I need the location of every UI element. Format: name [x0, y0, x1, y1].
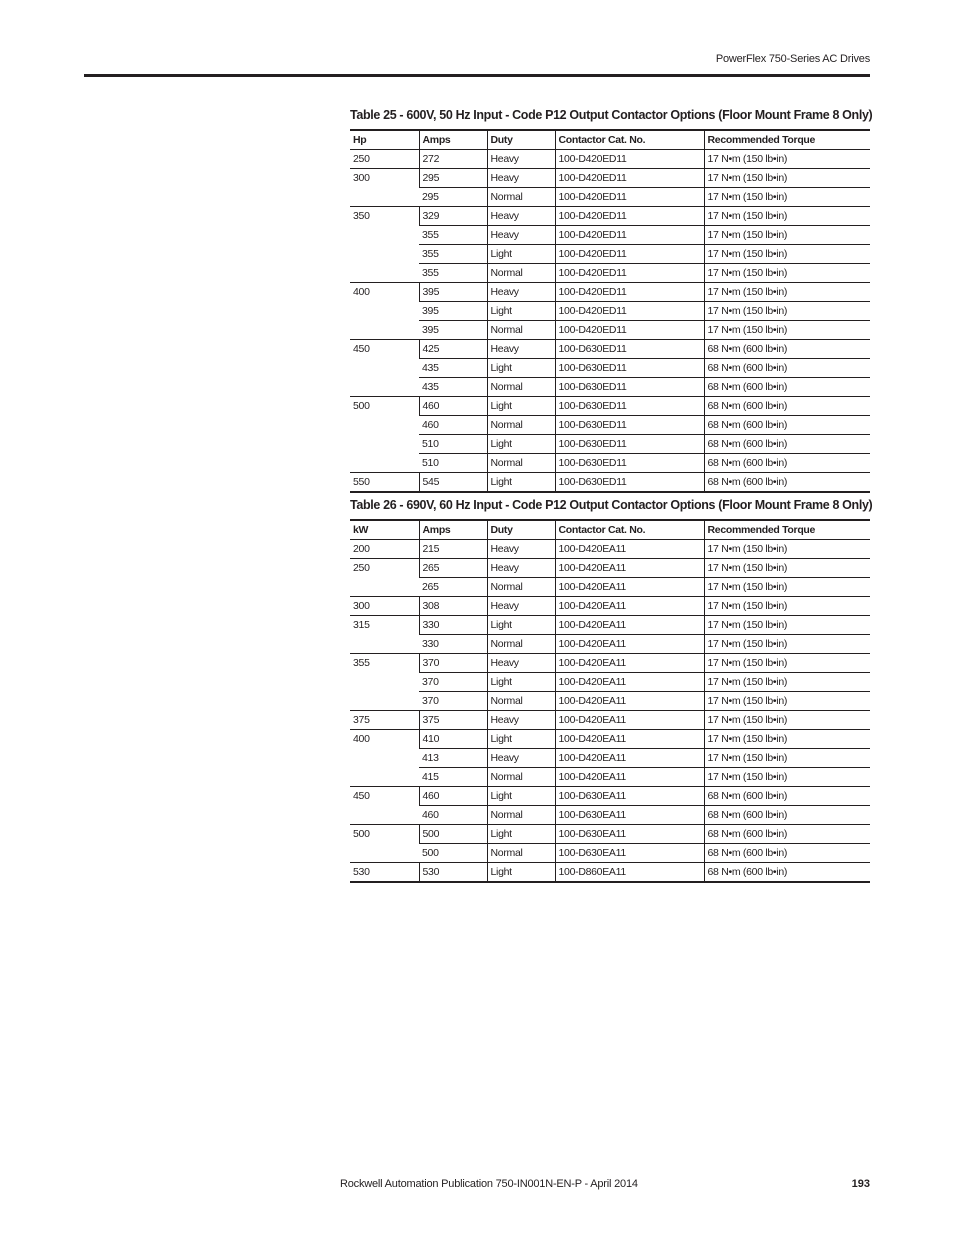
amps-cell: 308 — [419, 597, 487, 616]
catalog-number-cell: 100-D860EA11 — [555, 863, 704, 883]
amps-cell: 395 — [422, 324, 439, 336]
amps-cell: 370 — [422, 695, 439, 707]
table-26 — [350, 519, 870, 883]
amps-cell: 395 — [419, 283, 487, 302]
rating-cell: 400 — [353, 286, 370, 298]
torque-cell: 68 N•m (600 lb•in) — [704, 473, 870, 493]
torque-cell: 17 N•m (150 lb•in) — [704, 559, 870, 578]
amps-cell: 500 — [422, 847, 439, 859]
table-row — [350, 559, 870, 578]
table-row — [350, 540, 870, 559]
catalog-number-cell: 100-D420ED11 — [555, 226, 704, 245]
duty-cell: Light — [487, 616, 555, 635]
duty-cell: Heavy — [487, 540, 555, 559]
table-row — [350, 302, 870, 321]
torque-cell: 17 N•m (150 lb•in) — [704, 654, 870, 673]
torque-cell: 68 N•m (600 lb•in) — [704, 378, 870, 397]
table-row — [350, 378, 870, 397]
catalog-number-cell: 100-D630EA11 — [555, 787, 704, 806]
column-header: Amps — [419, 520, 487, 540]
amps-cell: 329 — [419, 207, 487, 226]
duty-cell: Heavy — [487, 749, 555, 768]
publication-footer: Rockwell Automation Publication 750-IN001N-EN-P - April 2014 — [340, 1178, 638, 1190]
duty-cell: Heavy — [487, 169, 555, 188]
amps-cell: 413 — [422, 752, 439, 764]
amps-cell: 460 — [422, 809, 439, 821]
table-header-row — [350, 130, 870, 150]
amps-cell: 330 — [419, 616, 487, 635]
duty-cell: Light — [487, 435, 555, 454]
duty-cell: Normal — [487, 578, 555, 597]
amps-cell: 265 — [422, 581, 439, 593]
duty-cell: Heavy — [487, 340, 555, 359]
amps-cell: 410 — [419, 730, 487, 749]
duty-cell: Light — [487, 787, 555, 806]
amps-cell: 545 — [419, 473, 487, 493]
torque-cell: 17 N•m (150 lb•in) — [704, 302, 870, 321]
catalog-number-cell: 100-D420ED11 — [555, 264, 704, 283]
rating-cell: 250 — [353, 562, 370, 574]
table-row — [350, 245, 870, 264]
torque-cell: 17 N•m (150 lb•in) — [704, 169, 870, 188]
catalog-number-cell: 100-D420ED11 — [555, 150, 704, 169]
table-row — [350, 597, 870, 616]
torque-cell: 17 N•m (150 lb•in) — [704, 283, 870, 302]
rating-cell: 550 — [353, 476, 370, 488]
amps-cell: 530 — [419, 863, 487, 883]
rating-cell: 300 — [353, 600, 370, 612]
torque-cell: 17 N•m (150 lb•in) — [704, 616, 870, 635]
header-rule — [84, 74, 870, 77]
table-row — [350, 397, 870, 416]
duty-cell: Normal — [487, 692, 555, 711]
torque-cell: 68 N•m (600 lb•in) — [704, 340, 870, 359]
catalog-number-cell: 100-D420EA11 — [555, 616, 704, 635]
torque-cell: 17 N•m (150 lb•in) — [704, 692, 870, 711]
duty-cell: Heavy — [487, 207, 555, 226]
amps-cell: 272 — [419, 150, 487, 169]
catalog-number-cell: 100-D630ED11 — [555, 359, 704, 378]
duty-cell: Light — [487, 863, 555, 883]
rating-cell: 315 — [353, 619, 370, 631]
catalog-number-cell: 100-D420ED11 — [555, 169, 704, 188]
rating-cell: 350 — [353, 210, 370, 222]
table-row — [350, 692, 870, 711]
duty-cell: Heavy — [487, 597, 555, 616]
amps-cell: 425 — [419, 340, 487, 359]
amps-cell: 460 — [419, 397, 487, 416]
catalog-number-cell: 100-D420EA11 — [555, 597, 704, 616]
duty-cell: Light — [487, 397, 555, 416]
table-row — [350, 673, 870, 692]
torque-cell: 17 N•m (150 lb•in) — [704, 768, 870, 787]
page-number: 193 — [851, 1178, 870, 1190]
amps-cell: 510 — [422, 438, 439, 450]
table-row — [350, 207, 870, 226]
torque-cell: 68 N•m (600 lb•in) — [704, 863, 870, 883]
catalog-number-cell: 100-D420EA11 — [555, 559, 704, 578]
torque-cell: 68 N•m (600 lb•in) — [704, 806, 870, 825]
duty-cell: Light — [487, 825, 555, 844]
column-header: Contactor Cat. No. — [555, 130, 704, 150]
duty-cell: Normal — [487, 635, 555, 654]
amps-cell: 500 — [419, 825, 487, 844]
amps-cell: 295 — [422, 191, 439, 203]
table-row — [350, 188, 870, 207]
rating-cell: 355 — [353, 657, 370, 669]
duty-cell: Normal — [487, 188, 555, 207]
rating-cell: 250 — [353, 153, 370, 165]
torque-cell: 68 N•m (600 lb•in) — [704, 416, 870, 435]
table-row — [350, 169, 870, 188]
table-row — [350, 711, 870, 730]
catalog-number-cell: 100-D630EA11 — [555, 825, 704, 844]
amps-cell: 355 — [422, 229, 439, 241]
catalog-number-cell: 100-D630ED11 — [555, 473, 704, 493]
torque-cell: 17 N•m (150 lb•in) — [704, 749, 870, 768]
catalog-number-cell: 100-D420EA11 — [555, 711, 704, 730]
catalog-number-cell: 100-D420EA11 — [555, 578, 704, 597]
amps-cell: 435 — [422, 362, 439, 374]
duty-cell: Normal — [487, 806, 555, 825]
table-row — [350, 616, 870, 635]
duty-cell: Heavy — [487, 654, 555, 673]
column-header: Amps — [419, 130, 487, 150]
amps-cell: 435 — [422, 381, 439, 393]
torque-cell: 68 N•m (600 lb•in) — [704, 844, 870, 863]
catalog-number-cell: 100-D420EA11 — [555, 635, 704, 654]
amps-cell: 355 — [422, 267, 439, 279]
column-header: Duty — [487, 130, 555, 150]
amps-cell: 460 — [422, 419, 439, 431]
table-row — [350, 635, 870, 654]
rating-cell: 400 — [353, 733, 370, 745]
torque-cell: 17 N•m (150 lb•in) — [704, 730, 870, 749]
catalog-number-cell: 100-D630ED11 — [555, 416, 704, 435]
table-row — [350, 806, 870, 825]
catalog-number-cell: 100-D630ED11 — [555, 397, 704, 416]
column-header: Contactor Cat. No. — [555, 520, 704, 540]
running-header-title: PowerFlex 750-Series AC Drives — [715, 53, 870, 65]
amps-cell: 510 — [422, 457, 439, 469]
catalog-number-cell: 100-D420ED11 — [555, 207, 704, 226]
catalog-number-cell: 100-D630ED11 — [555, 454, 704, 473]
column-header: Recommended Torque — [704, 520, 870, 540]
amps-cell: 295 — [419, 169, 487, 188]
table-row — [350, 264, 870, 283]
column-header: Recommended Torque — [704, 130, 870, 150]
amps-cell: 215 — [419, 540, 487, 559]
torque-cell: 17 N•m (150 lb•in) — [704, 540, 870, 559]
table-25 — [350, 129, 870, 493]
table-row — [350, 283, 870, 302]
catalog-number-cell: 100-D420EA11 — [555, 749, 704, 768]
table-row — [350, 768, 870, 787]
torque-cell: 17 N•m (150 lb•in) — [704, 264, 870, 283]
catalog-number-cell: 100-D420EA11 — [555, 730, 704, 749]
rating-cell: 500 — [353, 828, 370, 840]
duty-cell: Normal — [487, 416, 555, 435]
duty-cell: Heavy — [487, 226, 555, 245]
catalog-number-cell: 100-D630EA11 — [555, 806, 704, 825]
duty-cell: Light — [487, 673, 555, 692]
torque-cell: 17 N•m (150 lb•in) — [704, 578, 870, 597]
amps-cell: 460 — [419, 787, 487, 806]
torque-cell: 68 N•m (600 lb•in) — [704, 359, 870, 378]
torque-cell: 68 N•m (600 lb•in) — [704, 825, 870, 844]
catalog-number-cell: 100-D630ED11 — [555, 378, 704, 397]
torque-cell: 17 N•m (150 lb•in) — [704, 635, 870, 654]
catalog-number-cell: 100-D420EA11 — [555, 540, 704, 559]
amps-cell: 395 — [422, 305, 439, 317]
table-row — [350, 863, 870, 883]
catalog-number-cell: 100-D420ED11 — [555, 245, 704, 264]
duty-cell: Light — [487, 359, 555, 378]
duty-cell: Light — [487, 473, 555, 493]
table-row — [350, 473, 870, 493]
torque-cell: 17 N•m (150 lb•in) — [704, 226, 870, 245]
duty-cell: Normal — [487, 321, 555, 340]
catalog-number-cell: 100-D420EA11 — [555, 654, 704, 673]
column-header: Hp — [353, 134, 367, 146]
column-header: Duty — [487, 520, 555, 540]
catalog-number-cell: 100-D420ED11 — [555, 188, 704, 207]
table-row — [350, 787, 870, 806]
torque-cell: 68 N•m (600 lb•in) — [704, 397, 870, 416]
table-row — [350, 416, 870, 435]
table-row — [350, 454, 870, 473]
table-row — [350, 730, 870, 749]
catalog-number-cell: 100-D630ED11 — [555, 435, 704, 454]
rating-cell: 200 — [353, 543, 370, 555]
amps-cell: 415 — [422, 771, 439, 783]
torque-cell: 17 N•m (150 lb•in) — [704, 711, 870, 730]
rating-cell: 450 — [353, 790, 370, 802]
table-row — [350, 150, 870, 169]
table-row — [350, 654, 870, 673]
torque-cell: 17 N•m (150 lb•in) — [704, 673, 870, 692]
torque-cell: 68 N•m (600 lb•in) — [704, 435, 870, 454]
table-row — [350, 749, 870, 768]
table-row — [350, 825, 870, 844]
amps-cell: 330 — [422, 638, 439, 650]
duty-cell: Normal — [487, 454, 555, 473]
torque-cell: 17 N•m (150 lb•in) — [704, 597, 870, 616]
catalog-number-cell: 100-D420EA11 — [555, 768, 704, 787]
table-26-caption: Table 26 - 690V, 60 Hz Input - Code P12 Output Contactor Options (Floor Mount Frame 8 Only) — [350, 498, 873, 512]
catalog-number-cell: 100-D420ED11 — [555, 302, 704, 321]
catalog-number-cell: 100-D630EA11 — [555, 844, 704, 863]
torque-cell: 17 N•m (150 lb•in) — [704, 245, 870, 264]
catalog-number-cell: 100-D420EA11 — [555, 692, 704, 711]
catalog-number-cell: 100-D420ED11 — [555, 283, 704, 302]
duty-cell: Normal — [487, 844, 555, 863]
duty-cell: Light — [487, 245, 555, 264]
duty-cell: Heavy — [487, 559, 555, 578]
catalog-number-cell: 100-D420EA11 — [555, 673, 704, 692]
duty-cell: Heavy — [487, 711, 555, 730]
duty-cell: Normal — [487, 768, 555, 787]
duty-cell: Normal — [487, 378, 555, 397]
amps-cell: 370 — [419, 654, 487, 673]
duty-cell: Heavy — [487, 150, 555, 169]
catalog-number-cell: 100-D420ED11 — [555, 321, 704, 340]
torque-cell: 17 N•m (150 lb•in) — [704, 321, 870, 340]
table-header-row — [350, 520, 870, 540]
duty-cell: Heavy — [487, 283, 555, 302]
rating-cell: 450 — [353, 343, 370, 355]
table-row — [350, 359, 870, 378]
rating-cell: 300 — [353, 172, 370, 184]
amps-cell: 375 — [419, 711, 487, 730]
rating-cell: 530 — [353, 866, 370, 878]
table-row — [350, 321, 870, 340]
torque-cell: 17 N•m (150 lb•in) — [704, 150, 870, 169]
torque-cell: 68 N•m (600 lb•in) — [704, 454, 870, 473]
amps-cell: 265 — [419, 559, 487, 578]
amps-cell: 370 — [422, 676, 439, 688]
table-row — [350, 844, 870, 863]
table-row — [350, 226, 870, 245]
table-row — [350, 435, 870, 454]
table-25-caption: Table 25 - 600V, 50 Hz Input - Code P12 Output Contactor Options (Floor Mount Frame 8 Only) — [350, 108, 873, 122]
torque-cell: 68 N•m (600 lb•in) — [704, 787, 870, 806]
amps-cell: 355 — [422, 248, 439, 260]
torque-cell: 17 N•m (150 lb•in) — [704, 207, 870, 226]
table-row — [350, 578, 870, 597]
rating-cell: 375 — [353, 714, 370, 726]
table-row — [350, 340, 870, 359]
duty-cell: Light — [487, 730, 555, 749]
torque-cell: 17 N•m (150 lb•in) — [704, 188, 870, 207]
duty-cell: Light — [487, 302, 555, 321]
catalog-number-cell: 100-D630ED11 — [555, 340, 704, 359]
duty-cell: Normal — [487, 264, 555, 283]
rating-cell: 500 — [353, 400, 370, 412]
column-header: kW — [353, 524, 369, 536]
